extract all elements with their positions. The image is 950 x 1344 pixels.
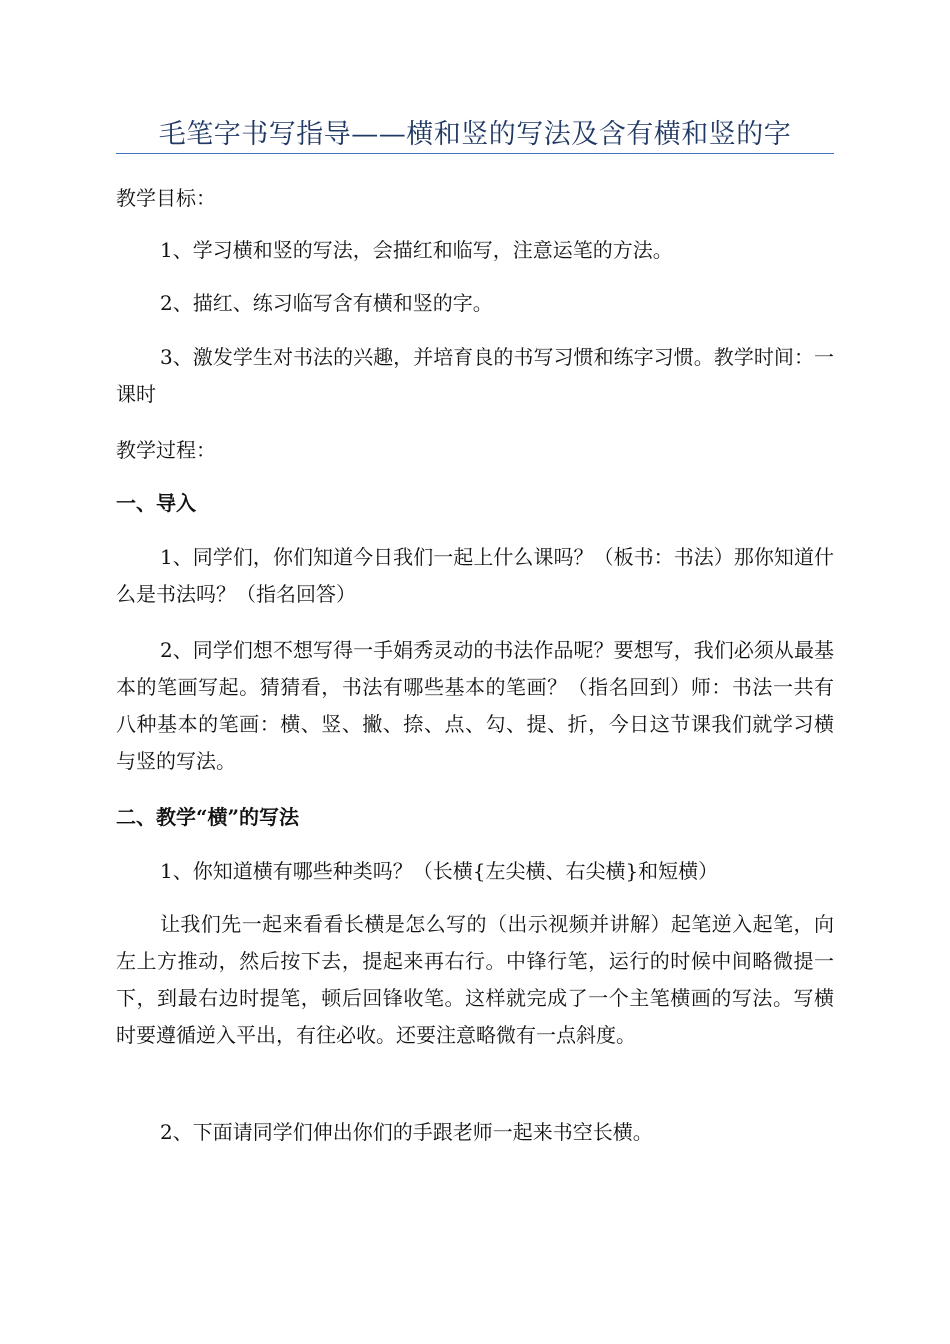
objectives-label: 教学目标： (116, 186, 216, 210)
section-2-paragraph-2: 让我们先一起来看看长横是怎么写的（出示视频并讲解）起笔逆入起笔，向左上方推动，然后按下去，提起来再右行。中锋行笔，运行的时候中间略微提一下，到最右边时提笔，顿后回锋收笔。这样就完成了一个主笔横画的写法。写横时要遵循逆入平出，有往必收。还要注意略微有一点斜度。 (116, 912, 834, 1047)
objective-1: 1、学习横和竖的写法，会描红和临写，注意运笔的方法。 (160, 238, 673, 262)
process-label: 教学过程： (116, 438, 216, 462)
section-2-heading: 二、教学“横”的写法 (116, 805, 300, 829)
page-title: 毛笔字书写指导——横和竖的写法及含有横和竖的字 (158, 119, 792, 150)
objective-3: 3、激发学生对书法的兴趣，并培育良的书写习惯和练字习惯。教学时间：一课时 (116, 345, 834, 406)
section-1-paragraph-2: 2、同学们想不想写得一手娟秀灵动的书法作品呢？要想写，我们必须从最基本的笔画写起。猜猜看，书法有哪些基本的笔画？（指名回到）师：书法一共有八种基本的笔画：横、竖、撇、捺、点、勾、提、折，今日这节课我们就学习横与竖的写法。 (116, 638, 834, 773)
section-1-paragraph-1: 1、同学们，你们知道今日我们一起上什么课吗？（板书：书法）那你知道什么是书法吗？（指名回答） (116, 545, 834, 606)
title-underline (116, 153, 834, 154)
section-2-paragraph-3: 2、下面请同学们伸出你们的手跟老师一起来书空长横。 (160, 1120, 653, 1144)
objective-2: 2、描红、练习临写含有横和竖的字。 (160, 291, 493, 315)
section-1-heading: 一、导入 (116, 491, 196, 515)
section-2-paragraph-1: 1、你知道横有哪些种类吗？（长横{左尖横、右尖横}和短横） (160, 859, 719, 883)
